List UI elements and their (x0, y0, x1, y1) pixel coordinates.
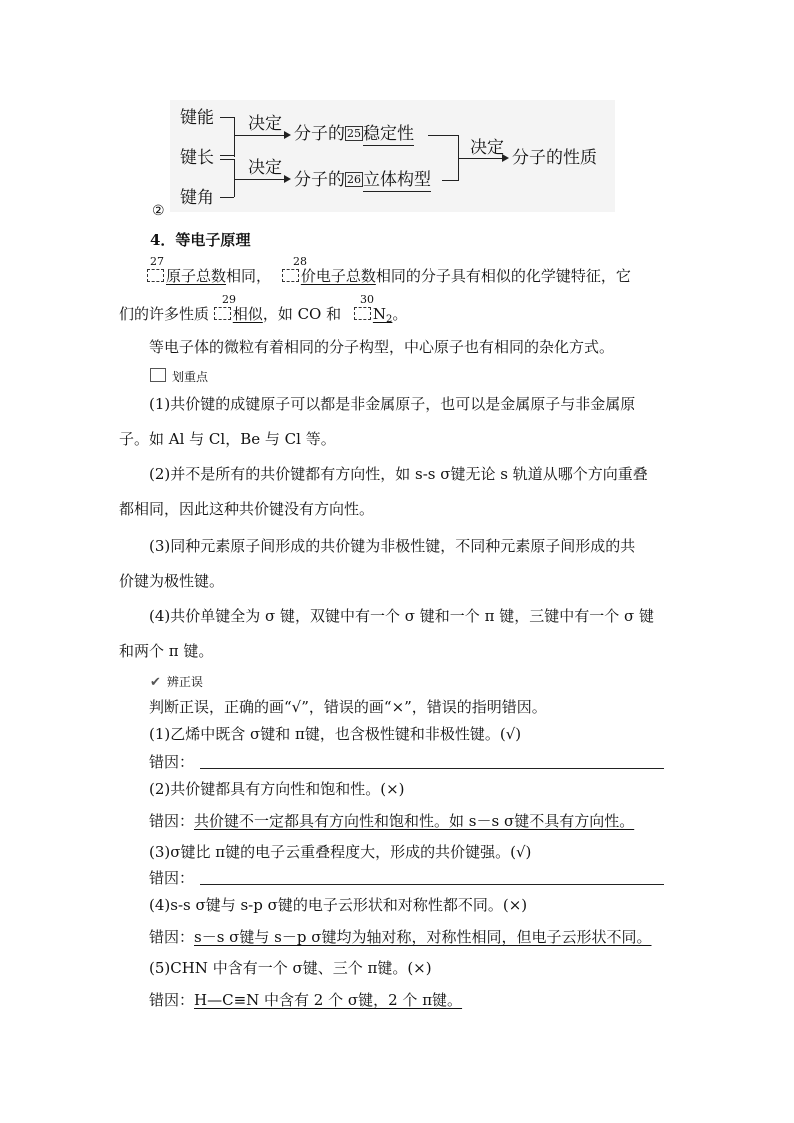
key-point-2a: (2)并不是所有的共价键都有方向性，如 s-s σ键无论 s 轨道从哪个方向重叠 (149, 465, 648, 483)
blank-num-27: 27 (150, 255, 164, 268)
key-point-1b: 子。如 Al 与 Cl，Be 与 Cl 等。 (119, 430, 336, 448)
bond-property-diagram (170, 100, 615, 212)
blank-26: 26 (347, 173, 361, 186)
key-point-4b: 和两个 π 键。 (119, 642, 214, 660)
key-point-1a: (1)共价键的成键原子可以都是非金属原子，也可以是金属原子与非金属原 (149, 395, 636, 413)
answer-line-3 (200, 884, 664, 885)
section4-line2: 们的许多性质 29 相似，如 CO 和 30 $N_2$。 (119, 293, 408, 325)
blank-box-30 (354, 307, 371, 320)
label-bond-energy: 键能 (180, 108, 214, 128)
key-point-2b: 都相同，因此这种共价键没有方向性。 (119, 500, 375, 518)
blank-box-28 (282, 269, 299, 282)
label-bond-length: 键长 (180, 148, 214, 168)
decide-label-bottom: 决定 (248, 158, 282, 178)
key-points-icon (150, 368, 166, 382)
blank-num-28: 28 (293, 255, 307, 268)
answer-line-1 (200, 768, 664, 769)
reason-label-1: 错因： (149, 753, 195, 771)
reason-4: 错因：s－s σ键与 s－p σ键均为轴对称，对称性相同，但电子云形状不同。 (149, 928, 652, 946)
label-bond-angle: 键角 (180, 188, 214, 208)
answer-2: 共价键不一定都具有方向性和饱和性。如 s－s σ键不具有方向性。 (194, 812, 635, 830)
decide-label-right: 决定 (470, 138, 504, 158)
reason-5: 错因：H—C≡N 中含有 2 个 σ键，2 个 π键。 (149, 991, 463, 1009)
key-point-4a: (4)共价单键全为 σ 键，双键中有一个 σ 键和一个 π 键，三键中有一个 σ 键 (149, 607, 654, 625)
answer-4: s－s σ键与 s－p σ键均为轴对称，对称性相同，但电子云形状不同。 (194, 928, 652, 946)
section-title: 4．等电子原理 (150, 231, 251, 249)
blank-num-30: 30 (360, 293, 374, 306)
decide-label-top: 决定 (248, 114, 282, 134)
key-point-3b: 价键为极性键。 (119, 572, 225, 590)
circled-number: ② (152, 203, 165, 219)
reason-2: 错因：共价键不一定都具有方向性和饱和性。如 s－s σ键不具有方向性。 (149, 812, 635, 830)
judge-intro: 判断正误，正确的画“√”，错误的画“×”，错误的指明错因。 (149, 698, 547, 716)
question-2: (2)共价键都具有方向性和饱和性。(×) (149, 780, 405, 798)
section4-line1: 27 原子总数相同， 28 价电子总数相同的分子具有相似的化学键特征，它 (147, 266, 631, 286)
blank-num-29: 29 (222, 293, 236, 306)
check-icon: ✔ (150, 675, 161, 690)
blank-box-27 (147, 269, 164, 282)
molecule-structure: 分子的 26 立体构型 (294, 170, 431, 190)
molecule-property: 分子的性质 (512, 148, 597, 168)
molecule-stability: 分子的 25 稳定性 (294, 124, 414, 144)
section4-line3: 等电子体的微粒有着相同的分子构型，中心原子也有相同的杂化方式。 (149, 338, 615, 356)
judge-header: ✔ 辨正误 (150, 675, 203, 690)
question-1: (1)乙烯中既含 σ键和 π键，也含极性键和非极性键。(√) (149, 725, 522, 743)
blank-25: 25 (347, 127, 361, 140)
key-point-3a: (3)同种元素原子间形成的共价键为非极性键，不同种元素原子间形成的共 (149, 537, 636, 555)
question-5: (5)CHN 中含有一个 σ键、三个 π键。(×) (149, 959, 432, 977)
question-4: (4)s-s σ键与 s-p σ键的电子云形状和对称性都不同。(×) (149, 896, 528, 914)
blank-box-29 (214, 307, 231, 320)
answer-5: H—C≡N 中含有 2 个 σ键，2 个 π键。 (194, 991, 463, 1009)
reason-label-3: 错因： (149, 869, 195, 887)
question-3: (3)σ键比 π键的电子云重叠程度大，形成的共价键强。(√) (149, 843, 532, 861)
key-points-header: 划重点 (150, 368, 208, 384)
